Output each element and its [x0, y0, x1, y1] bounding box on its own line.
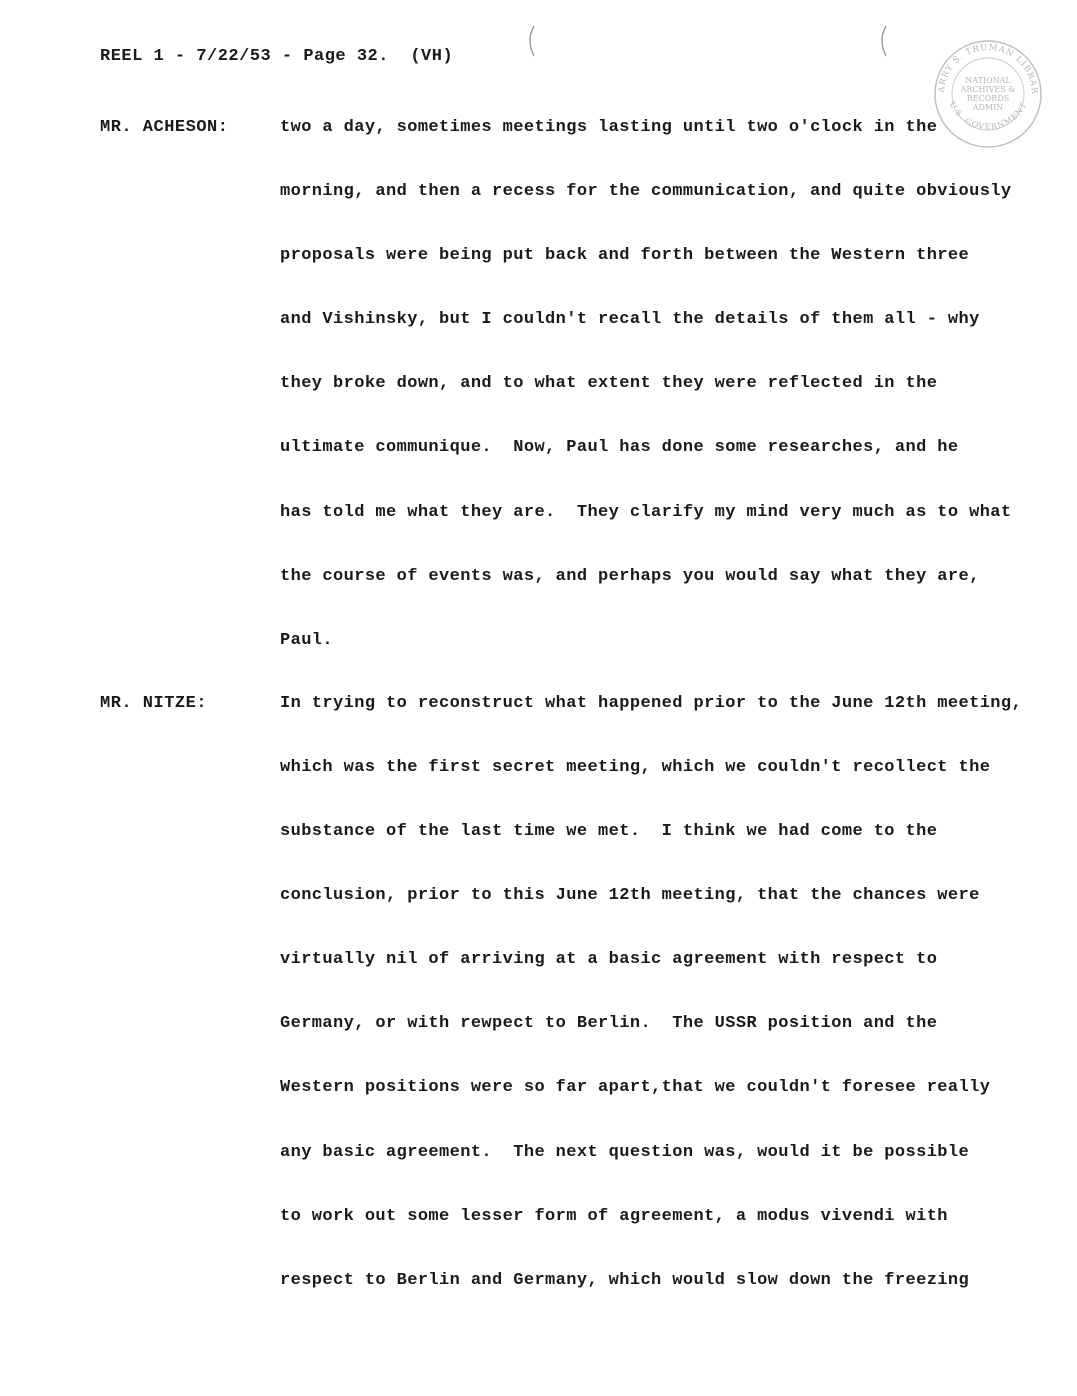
punch-mark-right — [876, 24, 888, 58]
transcript-line: has told me what they are. They clarify my mind very much as to what — [280, 503, 1012, 522]
page-header: REEL 1 - 7/22/53 - Page 32. (VH) — [100, 47, 454, 66]
stamp-line-1: NATIONAL — [965, 76, 1011, 85]
transcript-line: to work out some lesser form of agreement, a modus vivendi with — [280, 1207, 948, 1226]
stamp-line-4: ADMIN — [972, 103, 1004, 112]
transcript-line: respect to Berlin and Germany, which would slow down the freezing — [280, 1271, 970, 1290]
transcript-line: any basic agreement. The next question was, would it be possible — [280, 1143, 970, 1162]
stamp-center-text — [932, 38, 1044, 150]
transcript-line: which was the first secret meeting, which we couldn't recollect the — [280, 758, 991, 777]
transcript-line: and Vishinsky, but I couldn't recall the details of them all - why — [280, 310, 980, 329]
transcript-line: In trying to reconstruct what happened prior to the June 12th meeting, — [280, 694, 1023, 713]
transcript-line: virtually nil of arriving at a basic agreement with respect to — [280, 950, 938, 969]
transcript-line: Paul. — [280, 631, 334, 650]
transcript-line: the course of events was, and perhaps you would say what they are, — [280, 567, 980, 586]
transcript-line: proposals were being put back and forth between the Western three — [280, 246, 970, 265]
stamp-line-3: RECORDS — [966, 94, 1010, 103]
transcript-line: morning, and then a recess for the communication, and quite obviously — [280, 182, 1012, 201]
punch-mark-left — [524, 24, 536, 58]
stamp-ring-top: ARRY S. TRUMAN LIBRAR — [936, 42, 1040, 95]
transcript-line: two a day, sometimes meetings lasting until two o'clock in the — [280, 118, 938, 137]
archive-stamp — [932, 38, 1044, 150]
speaker-label: MR. NITZE: — [100, 694, 208, 713]
transcript-line: Germany, or with rewpect to Berlin. The USSR position and the — [280, 1014, 938, 1033]
stamp-line-2: ARCHIVES & — [960, 85, 1016, 94]
transcript-line: Western positions were so far apart,that we couldn't foresee really — [280, 1078, 991, 1097]
speaker-label: MR. ACHESON: — [100, 118, 229, 137]
transcript-line: ultimate communique. Now, Paul has done some researches, and he — [280, 438, 959, 457]
transcript-line: substance of the last time we met. I think we had come to the — [280, 822, 938, 841]
transcript-line: conclusion, prior to this June 12th meeting, that the chances were — [280, 886, 980, 905]
stamp-ring-bottom: U.S. GOVERNMENT — [947, 100, 1029, 132]
transcript-line: they broke down, and to what extent they were reflected in the — [280, 374, 938, 393]
